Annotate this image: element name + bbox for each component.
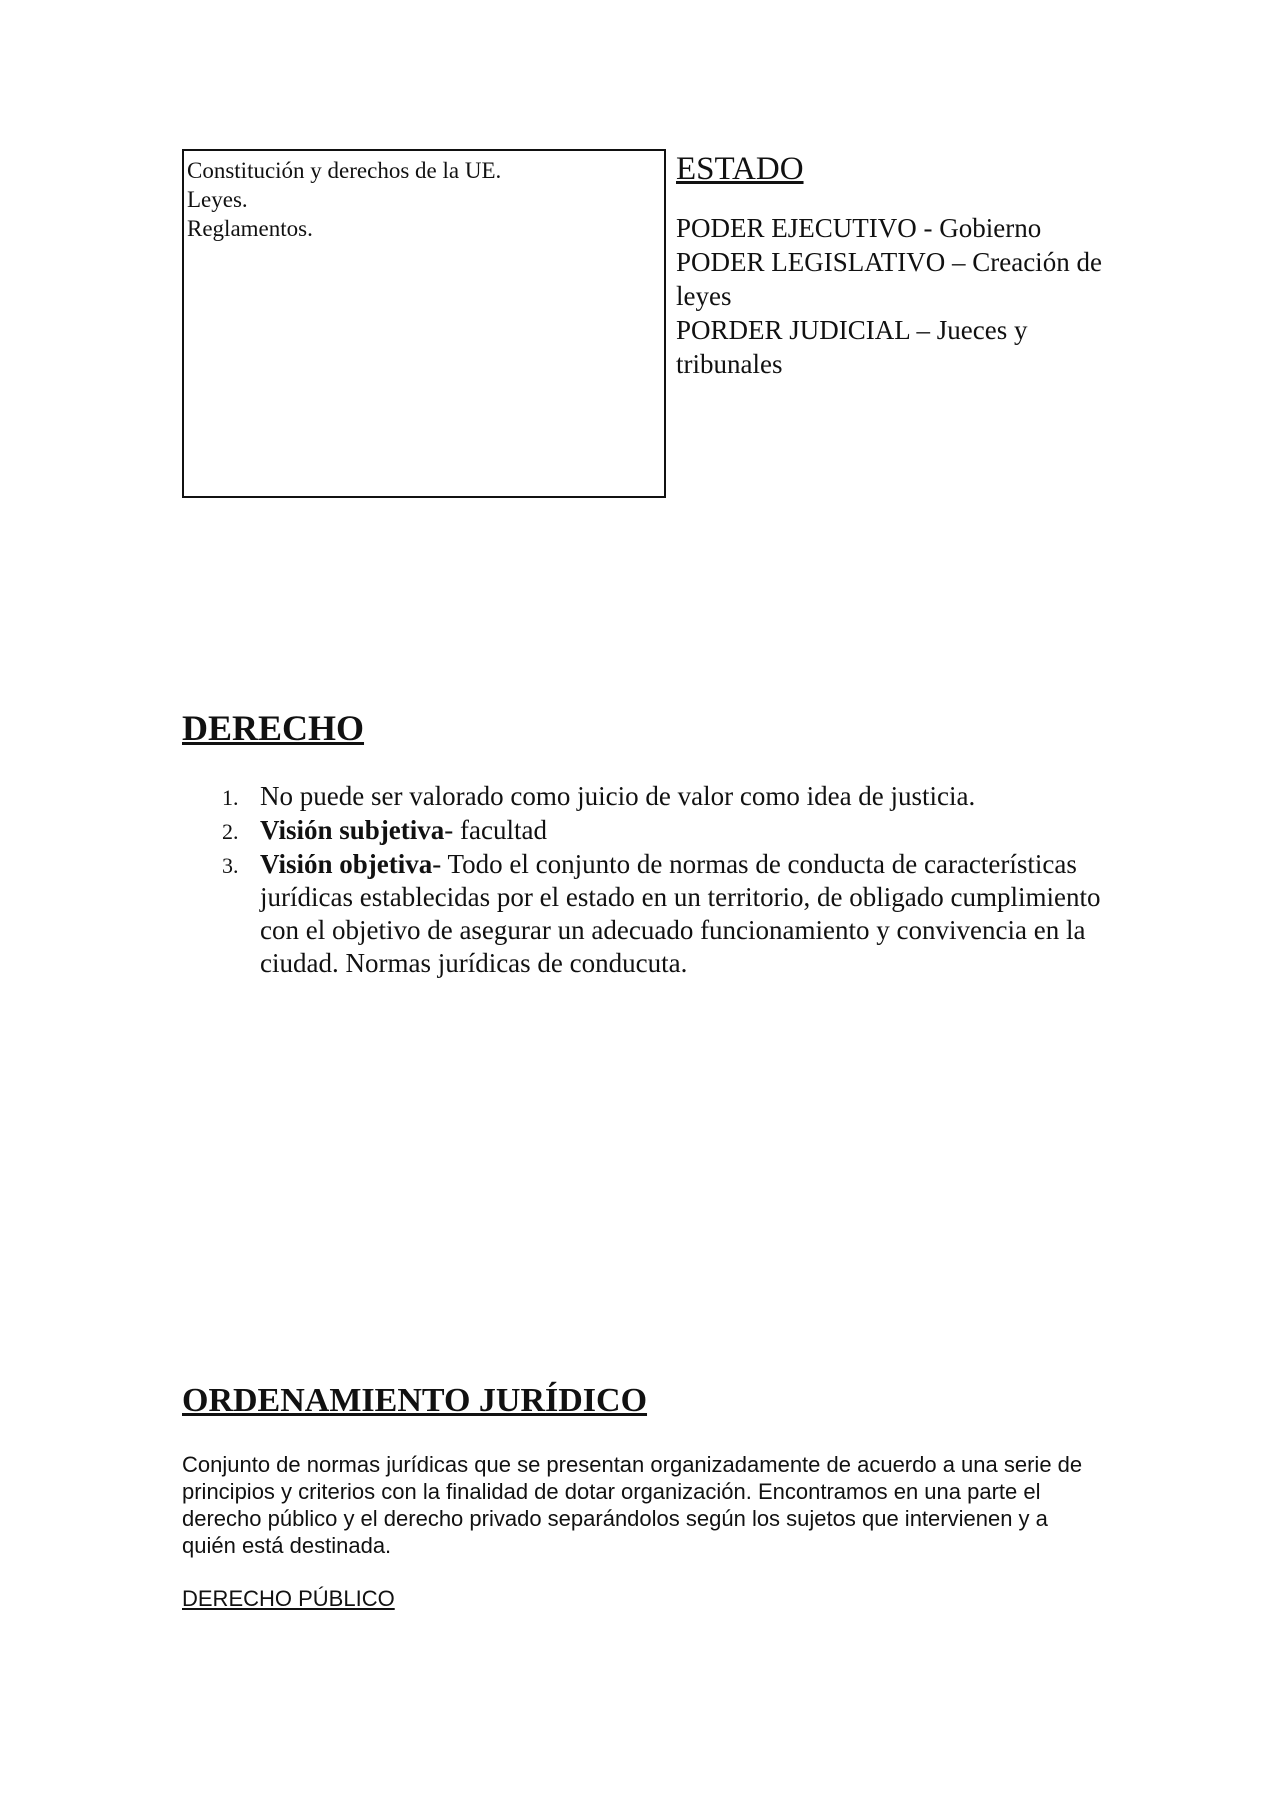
derecho-list xyxy=(182,780,1102,981)
ordenamiento-heading: ORDENAMIENTO JURÍDICO xyxy=(182,1382,648,1419)
derecho-publico-subheading: DERECHO PÚBLICO xyxy=(182,1586,395,1611)
list-item-text: - Todo el conjunto de normas de conducta de características jurídicas establecidas por el estado en un territorio, de obligado cumplimiento con el objetivo de asegurar un adecuado funcionamiento y convivencia en la ciudad. Normas jurídicas de conducuta. xyxy=(260,849,1101,978)
list-item-text: - facultad xyxy=(444,815,547,845)
list-item xyxy=(182,780,1102,813)
list-item-bold: Visión objetiva xyxy=(260,849,433,879)
list-item xyxy=(182,814,1102,847)
estado-line: PODER EJECUTIVO - Gobierno xyxy=(676,213,1042,243)
estado-line: PORDER JUDICIAL – Jueces y tribunales xyxy=(676,315,1028,379)
list-item-bold: Visión subjetiva xyxy=(260,815,445,845)
box-line: Reglamentos. xyxy=(187,216,313,241)
sources-box xyxy=(182,149,666,498)
list-item xyxy=(182,848,1102,980)
list-number: 2. xyxy=(222,819,239,844)
list-number: 1. xyxy=(222,785,239,810)
ordenamiento-paragraph: Conjunto de normas jurídicas que se presentan organizadamente de acuerdo a una serie de principios y criterios con la finalidad de dotar organización. Encontramos en una parte el derecho público y el derecho privado separándolos según los sujetos que intervienen y a quién está destinada. xyxy=(182,1452,1083,1558)
box-line: Leyes. xyxy=(187,187,248,212)
list-number: 3. xyxy=(222,853,239,878)
estado-line: PODER LEGISLATIVO – Creación de leyes xyxy=(676,247,1102,311)
derecho-heading: DERECHO xyxy=(182,708,365,748)
box-line: Constitución y derechos de la UE. xyxy=(187,158,502,183)
list-item-text: No puede ser valorado como juicio de valor como idea de justicia. xyxy=(260,781,976,811)
estado-title: ESTADO xyxy=(676,151,804,187)
estado-section xyxy=(676,149,1116,381)
